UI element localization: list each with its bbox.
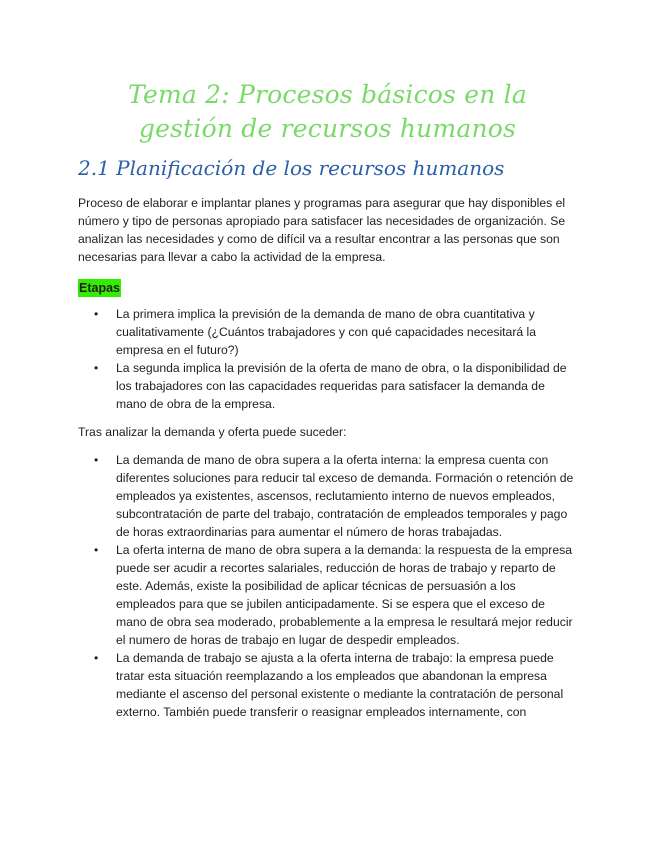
etapas-list xyxy=(78,305,577,413)
list-item: • La oferta interna de mano de obra supera a la demanda: la respuesta de la empresa puede ser acudir a recortes salariales, reducción de horas de trabajo y reparto de este. Además, existe la posibilidad de aplicar técnicas de persuasión a los empleados para que se jubilen anticipadamente. Si se espera que el exceso de mano de obra sea moderado, probablemente a la empresa le resultará mejor reducir el numero de horas de trabajo en lugar de despedir empleados. xyxy=(78,541,577,649)
etapas-highlight-label: Etapas xyxy=(79,281,120,295)
list-item: • La primera implica la previsión de la demanda de mano de obra cuantitativa y cualitativamente (¿Cuántos trabajadores y con qué capacidades necesitará la empresa en el futuro?) xyxy=(78,305,577,359)
list-item: • La segunda implica la previsión de la oferta de mano de obra, o la disponibilidad de los trabajadores con las capacidades requeridas para satisfacer la demanda de mano de obra de la empresa. xyxy=(78,359,577,413)
tras-paragraph: Tras analizar la demanda y oferta puede suceder: xyxy=(78,425,347,439)
casos-list xyxy=(78,451,577,721)
list-item: • La demanda de mano de obra supera a la oferta interna: la empresa cuenta con diferentes soluciones para reducir tal exceso de demanda. Formación o retención de empleados ya existentes, ascensos, reclutamiento interno de nuevos empleados, subcontratación de parte del trabajo, contratación de empleados temporales y pago de horas extraordinarias para aumentar el número de horas trabajadas. xyxy=(78,451,577,541)
section-heading: 2.1 Planificación de los recursos humanos xyxy=(78,156,505,180)
etapas-heading-wrap xyxy=(78,279,577,297)
document-title: Tema 2: Procesos básicos en la gestión de recursos humanos xyxy=(128,80,527,143)
list-item: • La demanda de trabajo se ajusta a la oferta interna de trabajo: la empresa puede tratar esta situación reemplazando a los empleados que abandonan la empresa mediante el ascenso del personal existente o mediante la contratación de personal externo. También puede transferir o reasignar empleados internamente, con xyxy=(78,649,577,721)
intro-paragraph: Proceso de elaborar e implantar planes y programas para asegurar que hay disponibles el número y tipo de personas apropiado para satisfacer las necesidades de organización. Se analizan las necesidades y como de difícil va a resultar encontrar a las personas que son necesarias para llevar a cabo la actividad de la empresa. xyxy=(78,196,566,264)
